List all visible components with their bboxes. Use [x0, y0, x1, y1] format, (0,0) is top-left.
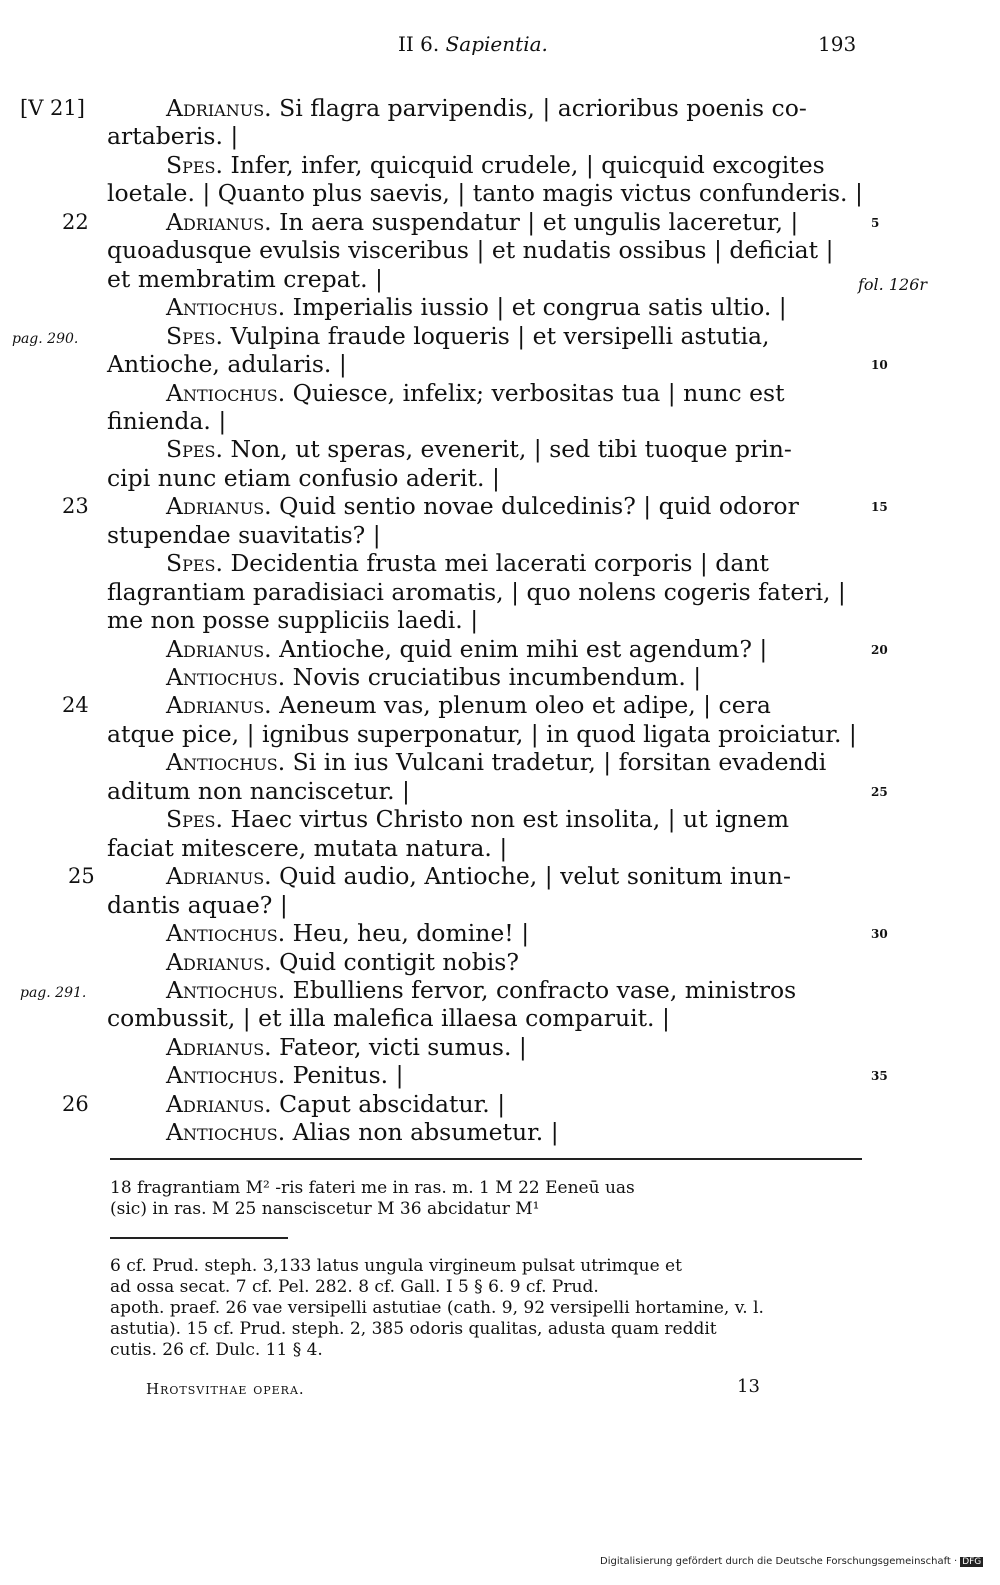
- line-text: [107, 1004, 670, 1032]
- line-number: 5: [871, 215, 880, 230]
- section-number: 22: [62, 209, 89, 234]
- text-line: [0, 976, 1000, 1004]
- source-line: ad ossa secat. 7 cf. Pel. 282. 8 cf. Gall. I 5 § 6. 9 cf. Prud.: [110, 1277, 599, 1297]
- line-text: [166, 492, 799, 520]
- line-text: [166, 293, 787, 321]
- line-number: 35: [871, 1069, 888, 1084]
- line-text: [166, 1061, 403, 1089]
- speech-text: Imperialis iussio | et congrua satis ultio. |: [285, 293, 787, 322]
- text-line: [0, 948, 1000, 976]
- speaker-name: Spes.: [166, 805, 223, 834]
- speech-text: Antioche, quid enim mihi est agendum? |: [271, 634, 768, 663]
- speech-text: Antioche, adularis. |: [107, 350, 347, 379]
- text-line: [0, 805, 1000, 833]
- speech-text: loetale. | Quanto plus saevis, | tanto magis victus confunderis. |: [107, 179, 863, 208]
- text-line: [0, 1118, 1000, 1146]
- speech-text: Fateor, victi sumus. |: [271, 1032, 527, 1061]
- line-text: [166, 322, 770, 350]
- speaker-name: Spes.: [166, 150, 223, 179]
- speaker-name: Adrianus.: [166, 1032, 272, 1061]
- line-text: [107, 578, 846, 606]
- speech-text: Decidentia frusta mei lacerati corporis | dant: [222, 549, 769, 578]
- source-notes: [110, 1256, 862, 1361]
- critical-apparatus: [110, 1178, 862, 1220]
- text-line: [0, 94, 1000, 122]
- text-line: [0, 379, 1000, 407]
- speech-text: me non posse suppliciis laedi. |: [107, 606, 479, 635]
- text-line: [0, 1090, 1000, 1118]
- source-line: 6 cf. Prud. steph. 3,133 latus ungula virgineum pulsat utrimque et: [110, 1256, 682, 1276]
- line-number: 15: [871, 500, 888, 515]
- line-text: [166, 208, 798, 236]
- text-line: [0, 492, 1000, 520]
- speech-text: Infer, infer, quicquid crudele, | quicquid excogites: [222, 150, 825, 179]
- line-text: [107, 891, 288, 919]
- speech-text: Haec virtus Christo non est insolita, | ut ignem: [222, 805, 789, 834]
- speaker-name: Adrianus.: [166, 691, 272, 720]
- line-text: [166, 379, 785, 407]
- text-line: [0, 464, 1000, 492]
- section-number: 26: [62, 1091, 89, 1116]
- speech-text: Novis cruciatibus incumbendum. |: [285, 663, 702, 691]
- line-number: 25: [871, 784, 888, 799]
- line-text: [166, 151, 825, 179]
- line-text: [107, 350, 347, 378]
- line-text: [166, 805, 789, 833]
- line-text: [166, 435, 792, 463]
- text-line: [0, 151, 1000, 179]
- text-line: [0, 663, 1000, 691]
- line-text: [166, 919, 529, 947]
- line-text: [107, 265, 383, 293]
- speech-text: Quid contigit nobis?: [271, 947, 519, 976]
- apparatus-line: 18 fragrantiam M² -ris fateri me in ras. m. 1 M 22 Eeneū uas: [110, 1178, 635, 1198]
- speaker-name: Spes.: [166, 549, 223, 578]
- text-line: [0, 122, 1000, 150]
- speaker-name: Spes.: [166, 321, 223, 350]
- line-text: [166, 663, 701, 691]
- text-line: [0, 891, 1000, 919]
- line-text: [166, 862, 791, 890]
- footnote-rule: [110, 1158, 862, 1160]
- line-text: [107, 236, 834, 264]
- speech-text: artaberis. |: [107, 122, 239, 151]
- text-line: [0, 322, 1000, 350]
- speech-text: quoadusque evulsis visceribus | et nudatis ossibus | deficiat |: [107, 236, 834, 265]
- section-number: 23: [62, 494, 89, 519]
- speech-text: faciat mitescere, mutata natura. |: [107, 833, 508, 862]
- text-line: [0, 834, 1000, 862]
- speech-text: cipi nunc etiam confusio aderit. |: [107, 463, 500, 492]
- source-line: astutia). 15 cf. Prud. steph. 2, 385 odoris qualitas, adusta quam reddit: [110, 1319, 717, 1339]
- speech-text: finienda. |: [107, 406, 227, 435]
- margin-page-ref: pag. 290.: [12, 330, 79, 347]
- line-text: [107, 834, 507, 862]
- speaker-name: Antiochus.: [166, 1061, 286, 1090]
- line-text: [166, 1118, 559, 1146]
- speech-text: stupendae suavitatis? |: [107, 520, 381, 549]
- text-line: [0, 265, 1000, 293]
- speaker-name: Adrianus.: [166, 862, 272, 891]
- speech-text: Si in ius Vulcani tradetur, | forsitan evadendi: [285, 748, 827, 777]
- line-text: [166, 948, 519, 976]
- speech-text: Caput abscidatur. |: [271, 1089, 506, 1118]
- text-line: [0, 862, 1000, 890]
- text-line: [0, 435, 1000, 463]
- text-line: [0, 407, 1000, 435]
- line-text: [166, 635, 767, 663]
- line-text: [107, 407, 226, 435]
- apparatus-separator: [110, 1237, 288, 1239]
- text-line: [0, 606, 1000, 634]
- speech-text: et membratim crepat. |: [107, 264, 383, 293]
- text-line: [0, 350, 1000, 378]
- speech-text: aditum non nanciscetur. |: [107, 776, 410, 805]
- signature-mark: Hrotsvithae opera.: [146, 1380, 305, 1398]
- text-line: [0, 521, 1000, 549]
- text-line: [0, 1004, 1000, 1032]
- speech-text: Quid sentio novae dulcedinis? | quid odoror: [271, 492, 799, 521]
- line-text: [166, 549, 769, 577]
- apparatus-line: (sic) in ras. M 25 nansciscetur M 36 abcidatur M¹: [110, 1199, 540, 1219]
- speaker-name: Antiochus.: [166, 1118, 286, 1147]
- line-text: [107, 122, 238, 150]
- speech-text: Aeneum vas, plenum oleo et adipe, | cera: [271, 691, 771, 720]
- speech-text: Vulpina fraude loqueris | et versipelli astutia,: [222, 321, 770, 350]
- text-line: [0, 691, 1000, 719]
- speaker-name: Adrianus.: [166, 947, 272, 976]
- speech-text: Penitus. |: [285, 1061, 404, 1090]
- running-title: II 6. Sapientia.: [398, 32, 548, 56]
- text-line: [0, 549, 1000, 577]
- line-text: [107, 606, 478, 634]
- source-line: apoth. praef. 26 vae versipelli astutiae (cath. 9, 92 versipelli hortamine, v. l.: [110, 1298, 764, 1318]
- speech-text: Quid audio, Antioche, | velut sonitum inun-: [271, 862, 791, 891]
- page-number: 193: [818, 32, 857, 56]
- speaker-name: Antiochus.: [166, 748, 286, 777]
- speech-text: Heu, heu, domine! |: [285, 919, 530, 948]
- line-text: [166, 691, 771, 719]
- speech-text: dantis aquae? |: [107, 890, 288, 919]
- speaker-name: Antiochus.: [166, 293, 286, 322]
- speaker-name: Spes.: [166, 435, 223, 464]
- speaker-name: Adrianus.: [166, 94, 272, 122]
- text-line: [0, 777, 1000, 805]
- signature-number: 13: [737, 1376, 760, 1397]
- speech-text: Non, ut speras, evenerit, | sed tibi tuoque prin-: [222, 435, 792, 464]
- text-line: [0, 293, 1000, 321]
- line-number: 10: [871, 358, 888, 373]
- running-header: [0, 32, 1000, 62]
- line-text: [166, 748, 826, 776]
- speech-text: flagrantiam paradisiaci aromatis, | quo nolens cogeris fateri, |: [107, 577, 846, 606]
- source-line: cutis. 26 cf. Dulc. 11 § 4.: [110, 1340, 323, 1360]
- line-text: [107, 521, 381, 549]
- text-line: [0, 748, 1000, 776]
- text-line: [0, 236, 1000, 264]
- text-line: [0, 919, 1000, 947]
- margin-page-ref: pag. 291.: [20, 984, 87, 1001]
- dfg-credit: Digitalisierung gefördert durch die Deutsche Forschungsgemeinschaft · DFG: [600, 1556, 982, 1567]
- speech-text: atque pice, | ignibus superponatur, | in quod ligata proiciatur. |: [107, 719, 857, 748]
- line-text: [107, 179, 863, 207]
- line-number: 30: [871, 927, 888, 942]
- speaker-name: Antiochus.: [166, 663, 286, 691]
- text-line: [0, 720, 1000, 748]
- line-text: [166, 976, 796, 1004]
- line-text: [107, 720, 857, 748]
- dfg-logo-icon: DFG: [962, 1557, 982, 1567]
- text-line: [0, 179, 1000, 207]
- text-line: [0, 635, 1000, 663]
- speech-text: Quiesce, infelix; verbositas tua | nunc est: [285, 378, 785, 407]
- speech-text: Ebulliens fervor, confracto vase, ministros: [285, 975, 797, 1004]
- speaker-name: Adrianus.: [166, 492, 272, 521]
- speech-text: Si flagra parvipendis, | acrioribus poenis co-: [271, 94, 807, 122]
- line-text: [107, 777, 410, 805]
- speaker-name: Antiochus.: [166, 919, 286, 948]
- line-text: [107, 464, 500, 492]
- text-line: [0, 578, 1000, 606]
- text-line: [0, 1033, 1000, 1061]
- speech-text: Alias non absumetur. |: [285, 1118, 559, 1147]
- section-number: 25: [68, 864, 95, 889]
- folio-ref: fol. 126r: [858, 274, 928, 294]
- speaker-name: Adrianus.: [166, 207, 272, 236]
- section-number: 24: [62, 693, 89, 718]
- speech-text: In aera suspendatur | et ungulis laceretur, |: [271, 207, 799, 236]
- speech-text: combussit, | et illa malefica illaesa comparuit. |: [107, 1004, 670, 1033]
- speaker-name: Adrianus.: [166, 634, 272, 663]
- speaker-name: Antiochus.: [166, 378, 286, 407]
- speaker-name: Adrianus.: [166, 1089, 272, 1118]
- line-text: [166, 1033, 527, 1061]
- speaker-name: Antiochus.: [166, 975, 286, 1004]
- text-line: [0, 1061, 1000, 1089]
- line-number: 20: [871, 642, 888, 657]
- text-line: [0, 208, 1000, 236]
- line-text: [166, 94, 807, 122]
- line-text: [166, 1090, 505, 1118]
- section-number: [V 21]: [20, 96, 85, 120]
